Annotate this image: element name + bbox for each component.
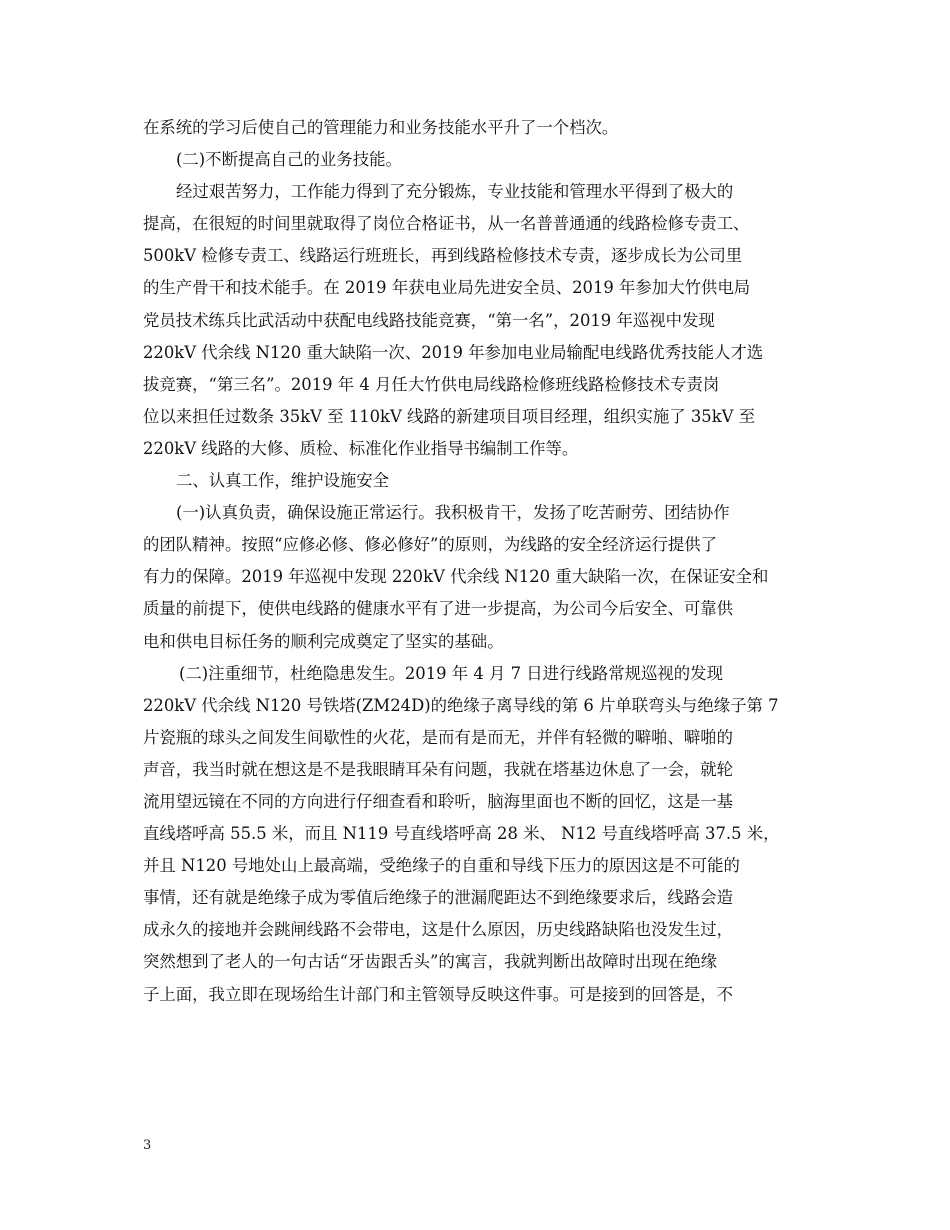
text-line: 成永久的接地并会跳闸线路不会带电，这是什么原因，历史线路缺陷也没发生过， (143, 920, 734, 940)
text-line: 500kV 检修专责工、线路运行班班长，再到线路检修技术专责，逐步成长为公司里 (143, 246, 743, 266)
text-line: 位以来担任过数条 35kV 至 110kV 线路的新建项目项目经理，组织实施了 35kV 至 (143, 406, 756, 426)
text-line: 并且 N120 号地处山上最高端，受绝缘子的自重和导线下压力的原因这是不可能的 (143, 856, 740, 876)
text-line: 流用望远镜在不同的方向进行仔细查看和聆听，脑海里面也不断的回忆，这是一基 (143, 791, 734, 811)
text-line: 的团队精神。按照“应修必修、修必修好”的原则，为线路的安全经济运行提供了 (143, 535, 718, 555)
text-line: 声音，我当时就在想这是不是我眼睛耳朵有问题，我就在塔基边休息了一会，就轮 (143, 759, 734, 779)
text-line: (一)认真负责，确保设施正常运行。我积极肯干，发扬了吃苦耐劳、团结协作 (176, 503, 730, 523)
text-line: 突然想到了老人的一句古话“牙齿跟舌头”的寓言，我就判断出故障时出现在绝缘 (143, 952, 718, 972)
text-line: 党员技术练兵比武活动中获配电线路技能竞赛，“第一名”，2019 年巡视中发现 (143, 310, 715, 330)
text-line: 子上面，我立即在现场给生计部门和主管领导反映这件事。可是接到的回答是，不 (143, 984, 734, 1004)
text-line: 拔竞赛，“第三名”。2019 年 4 月任大竹供电局线路检修班线路检修技术专责岗 (143, 374, 720, 394)
body-text (143, 112, 823, 1011)
text-line: 220kV 代余线 N120 重大缺陷一次、2019 年参加电业局输配电线路优秀技能人才选 (143, 342, 764, 362)
text-line: 片瓷瓶的球头之间发生间歇性的火花，是而有是而无，并伴有轻微的噼啪、噼啪的 (143, 727, 734, 747)
text-line: 220kV 线路的大修、质检、标准化作业指导书编制工作等。 (143, 438, 579, 458)
text-line: 在系统的学习后使自己的管理能力和业务技能水平升了一个档次。 (143, 118, 619, 137)
text-line: 220kV 代余线 N120 号铁塔(ZM24D)的绝缘子离导线的第 6 片单联弯头与绝缘子第 7 (143, 695, 779, 715)
text-line: 提高，在很短的时间里就取得了岗位合格证书，从一名普普通通的线路检修专责工、 (143, 214, 750, 234)
page-number: 3 (143, 1138, 152, 1153)
text-line: 事情，还有就是绝缘子成为零值后绝缘子的泄漏爬距达不到绝缘要求后，线路会造 (143, 888, 734, 908)
text-line: 电和供电目标任务的顺利完成奠定了坚实的基础。 (143, 631, 504, 651)
text-line: 的生产骨干和技术能手。在 2019 年获电业局先进安全员、2019 年参加大竹供电局 (143, 278, 751, 298)
section-heading: 二、认真工作，维护设施安全 (176, 471, 390, 491)
text-line: 经过艰苦努力，工作能力得到了充分锻炼，专业技能和管理水平得到了极大的 (176, 182, 734, 202)
section-heading: (二)不断提高自己的业务技能。 (176, 150, 402, 170)
text-line: (二)注重细节，杜绝隐患发生。2019 年 4 月 7 日进行线路常规巡视的发现 (179, 663, 723, 683)
text-line: 质量的前提下，使供电线路的健康水平有了进一步提高，为公司今后安全、可靠供 (143, 599, 734, 619)
text-line: 直线塔呼高 55.5 米，而且 N119 号直线塔呼高 28 米、 N12 号直线塔呼高 37.5 米， (143, 824, 780, 844)
text-line: 有力的保障。2019 年巡视中发现 220kV 代余线 N120 重大缺陷一次，在保证安全和 (143, 567, 769, 587)
